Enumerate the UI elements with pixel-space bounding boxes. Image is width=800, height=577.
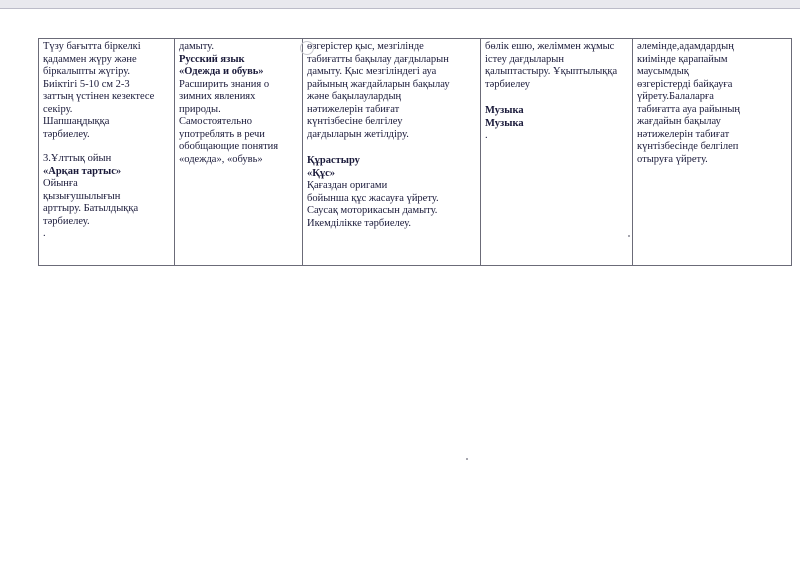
- text-line: табиғатты бақылау дағдыларын: [307, 53, 449, 65]
- text-line: үйрету.Балаларға: [637, 91, 714, 102]
- table-cell-col2: [175, 39, 303, 266]
- text-line: табиғатта ауа райының: [637, 103, 741, 115]
- text-line: қадаммен жүру және: [43, 53, 137, 65]
- text-line: әлемінде,адамдардың: [637, 41, 734, 52]
- scan-top-edge: [0, 0, 800, 8]
- text-line: дамыту. Қыс мезгіліндегі ауа: [307, 66, 437, 77]
- table-row: [39, 39, 792, 266]
- text-line: зимних явлениях: [179, 91, 256, 102]
- text-line: бөлік ешю, желіммен жұмыс: [485, 41, 615, 52]
- text-line: қызығушылығын: [43, 190, 121, 202]
- text-line: Биіктігі 5-10 см 2-3: [43, 78, 130, 90]
- text-line: күнтізбесінде белгілеп: [637, 141, 739, 152]
- topic-title: «Одежда и обувь»: [179, 66, 264, 77]
- text-line: «одежда», «обувь»: [179, 153, 263, 165]
- trailing-dot: .: [43, 228, 46, 239]
- text-line: біркалыпты жүгіру.: [43, 66, 131, 77]
- subject-title: Музыка: [485, 117, 524, 129]
- text-line: райының жағдайларын бақылау: [307, 78, 450, 90]
- text-line: арттыру. Батылдыққа: [43, 203, 139, 214]
- text-line: Шапшаңдыққа: [43, 116, 110, 127]
- text-line: Саусақ моторикасын дамыту.: [307, 205, 438, 216]
- spacer: [43, 141, 170, 153]
- text-line: секіру.: [43, 103, 73, 115]
- text-line: жағдайын бақылау: [637, 116, 721, 127]
- trailing-dot: .: [485, 130, 488, 141]
- game-name: «Арқан тартыс»: [43, 165, 122, 177]
- text-line: нәтижелерін табиғат: [307, 103, 400, 115]
- text-line: нәтижелерін табиғат: [637, 128, 730, 140]
- table-cell-col1: [39, 39, 175, 266]
- text-line: Ойынға: [43, 178, 78, 189]
- text-line: өзгерістер қыс, мезгілінде: [307, 41, 424, 52]
- text-line: және бақылаулардың: [307, 91, 402, 102]
- scan-top-edge-line: [0, 8, 800, 9]
- text-line: Икемділікке тәрбиелеу.: [307, 217, 411, 229]
- text-line: Расширить знания о: [179, 78, 270, 90]
- scan-speck: [628, 235, 630, 237]
- text-line: қалыптастыру. Ұқыптылыққа: [485, 66, 618, 77]
- scan-speck: [466, 458, 468, 460]
- text-line: употреблять в речи: [179, 128, 265, 140]
- text-line: күнтізбесіне белгілеу: [307, 116, 403, 127]
- text-line: заттың үстінен кезектесе: [43, 91, 155, 102]
- text-line: Самостоятельно: [179, 116, 252, 127]
- text-line: Түзу бағытта біркелкі: [43, 41, 141, 52]
- text-line: Қағаздан оригами: [307, 180, 388, 191]
- text-line: тәрбиелеу: [485, 78, 531, 90]
- subject-title: Музыка: [485, 105, 524, 116]
- game-number-title: 3.Ұлттық ойын: [43, 153, 112, 164]
- text-line: маусымдық: [637, 66, 689, 77]
- text-line: природы.: [179, 103, 221, 115]
- subject-title: Құрастыру: [307, 155, 360, 166]
- spacer: [485, 91, 628, 105]
- table-cell-col3: [303, 39, 481, 266]
- lesson-plan-table: [38, 38, 792, 266]
- text-line: дамыту.: [179, 41, 214, 52]
- text-line: өзгерістерді байқауға: [637, 78, 733, 90]
- text-line: істеу дағдыларын: [485, 53, 564, 65]
- text-line: тәрбиелеу.: [43, 215, 90, 227]
- text-line: обобщающие понятия: [179, 141, 279, 152]
- text-line: дағдыларын жетілдіру.: [307, 128, 409, 140]
- table-cell-col5: [633, 39, 792, 266]
- punch-hole-mark: [300, 41, 314, 55]
- text-line: тәрбиелеу.: [43, 128, 90, 140]
- text-line: бойынша құс жасауға үйрету.: [307, 192, 439, 204]
- spacer: [307, 141, 476, 155]
- text-line: киімінде қарапайым: [637, 53, 728, 65]
- table-cell-col4: [481, 39, 633, 266]
- topic-title: «Құс»: [307, 167, 336, 179]
- subject-title: Русский язык: [179, 53, 245, 65]
- text-line: отыруға үйрету.: [637, 153, 708, 165]
